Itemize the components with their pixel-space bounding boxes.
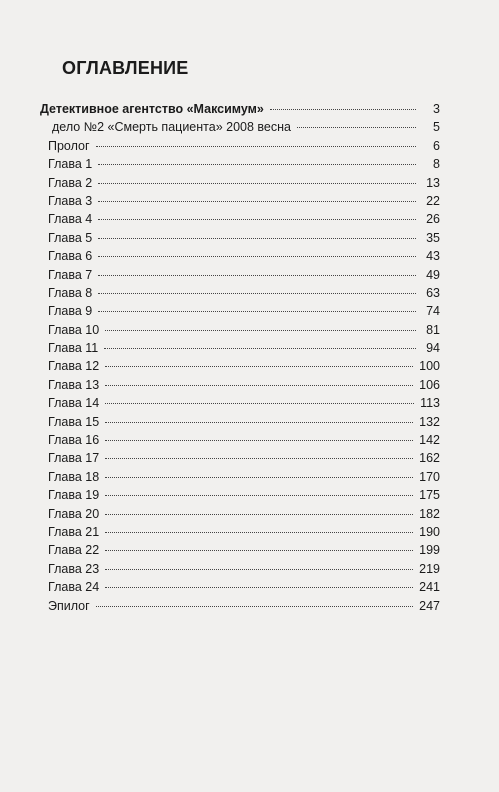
toc-entry — [40, 560, 440, 578]
toc-entry-label: Глава 9 — [48, 304, 93, 319]
dot-leader — [105, 330, 416, 331]
toc-entry-label: Глава 14 — [48, 396, 100, 411]
dot-leader — [98, 256, 416, 257]
toc-entry-page-number: 113 — [420, 396, 440, 411]
dot-leader — [98, 293, 416, 294]
toc-entry — [40, 210, 440, 228]
dot-leader — [98, 311, 416, 312]
toc-entry-page-number: 199 — [419, 543, 440, 558]
dot-leader — [98, 164, 416, 165]
dot-leader — [105, 532, 413, 533]
toc-entry-page-number: 247 — [419, 598, 440, 613]
dot-leader — [297, 127, 416, 128]
toc-entry-label: Глава 24 — [48, 580, 100, 595]
toc-entry-label: Глава 17 — [48, 451, 100, 466]
toc-entry — [40, 302, 440, 320]
toc-entry-label: Глава 3 — [48, 193, 93, 208]
toc-entry-label: Глава 12 — [48, 359, 100, 374]
toc-entry — [40, 541, 440, 559]
toc-entry-page-number: 170 — [419, 469, 440, 484]
toc-entry-label: Глава 8 — [48, 285, 93, 300]
dot-leader — [98, 238, 416, 239]
dot-leader — [105, 495, 413, 496]
dot-leader — [98, 201, 416, 202]
dot-leader — [96, 146, 416, 147]
toc-entry-page-number: 190 — [419, 524, 440, 539]
dot-leader — [98, 219, 416, 220]
toc-entry — [40, 523, 440, 541]
toc-entry-page-number: 162 — [419, 451, 440, 466]
toc-entry — [40, 339, 440, 357]
toc-entry-label: Глава 1 — [48, 157, 93, 172]
dot-leader — [98, 275, 416, 276]
toc-entry-page-number: 5 — [433, 120, 440, 135]
toc-entry-page-number: 219 — [419, 561, 440, 576]
dot-leader — [105, 403, 414, 404]
toc-entry-page-number: 13 — [426, 175, 440, 190]
toc-entry-page-number: 142 — [419, 433, 440, 448]
toc-entry-page-number: 63 — [426, 285, 440, 300]
toc-entry-page-number: 3 — [433, 102, 440, 116]
toc-entry-label: Глава 7 — [48, 267, 93, 282]
dot-leader — [96, 606, 413, 607]
toc-entry — [40, 505, 440, 523]
toc-entry — [40, 155, 440, 173]
toc-entry-page-number: 81 — [426, 322, 440, 337]
toc-entry-label: Глава 16 — [48, 433, 100, 448]
toc-entry-label: Глава 5 — [48, 230, 93, 245]
toc-title: ОГЛАВЛЕНИЕ — [62, 58, 189, 78]
toc-entry-label: Эпилог — [48, 598, 90, 613]
dot-leader — [105, 385, 413, 386]
toc-entry — [40, 449, 440, 467]
toc-entry-page-number: 6 — [433, 138, 440, 153]
toc-entry — [40, 394, 440, 412]
toc-entry-label: Глава 15 — [48, 414, 100, 429]
toc-entry-page-number: 100 — [419, 359, 440, 374]
dot-leader — [105, 458, 413, 459]
dot-leader — [270, 109, 416, 110]
toc-entry — [40, 486, 440, 504]
toc-entry-label: Глава 4 — [48, 212, 93, 227]
toc-entry — [40, 118, 440, 136]
toc-entry — [40, 174, 440, 192]
toc-entry — [40, 578, 440, 596]
toc-entry-label: Глава 10 — [48, 322, 100, 337]
toc-entry-page-number: 175 — [419, 488, 440, 503]
toc-entry-label: Глава 23 — [48, 561, 100, 576]
toc-entry — [40, 376, 440, 394]
toc-entry-page-number: 74 — [426, 304, 440, 319]
toc-entry-label: Глава 21 — [48, 524, 100, 539]
toc-entry-page-number: 106 — [419, 377, 440, 392]
toc-entry-page-number: 35 — [426, 230, 440, 245]
dot-leader — [105, 366, 413, 367]
toc-entry-page-number: 49 — [426, 267, 440, 282]
toc-entry — [40, 247, 440, 265]
toc-entry-label: Глава 13 — [48, 377, 100, 392]
toc-entry-label: Глава 2 — [48, 175, 93, 190]
toc-entry-label: Пролог — [48, 138, 90, 153]
toc-entry — [40, 229, 440, 247]
toc-entry — [40, 284, 440, 302]
dot-leader — [105, 477, 413, 478]
toc-entry — [40, 321, 440, 339]
toc-entry-label: Глава 11 — [48, 341, 99, 356]
toc-entry-label: дело №2 «Смерть пациента» 2008 весна — [52, 120, 291, 135]
dot-leader — [104, 348, 416, 349]
toc-entry — [40, 100, 440, 118]
toc-entry — [40, 597, 440, 615]
toc-entry — [40, 357, 440, 375]
toc-entry-label: Детективное агентство «Максимум» — [40, 102, 264, 116]
toc-entry-label: Глава 18 — [48, 469, 100, 484]
toc-entry-label: Глава 6 — [48, 249, 93, 264]
toc-entry — [40, 468, 440, 486]
toc-entry — [40, 192, 440, 210]
toc-entry — [40, 137, 440, 155]
toc-entry-page-number: 8 — [433, 157, 440, 172]
toc-entry-page-number: 132 — [419, 414, 440, 429]
dot-leader — [105, 422, 413, 423]
dot-leader — [98, 183, 416, 184]
toc-entry-page-number: 182 — [419, 506, 440, 521]
toc-list — [40, 100, 440, 615]
toc-entry-page-number: 43 — [426, 249, 440, 264]
toc-entry-page-number: 94 — [426, 341, 440, 356]
dot-leader — [105, 569, 413, 570]
toc-entry-page-number: 26 — [426, 212, 440, 227]
toc-entry — [40, 431, 440, 449]
toc-entry-label: Глава 20 — [48, 506, 100, 521]
dot-leader — [105, 587, 413, 588]
toc-entry — [40, 413, 440, 431]
toc-entry-page-number: 22 — [426, 193, 440, 208]
toc-entry — [40, 266, 440, 284]
toc-entry-label: Глава 22 — [48, 543, 100, 558]
dot-leader — [105, 440, 413, 441]
dot-leader — [105, 550, 413, 551]
toc-entry-label: Глава 19 — [48, 488, 100, 503]
toc-entry-page-number: 241 — [419, 580, 440, 595]
dot-leader — [105, 514, 413, 515]
